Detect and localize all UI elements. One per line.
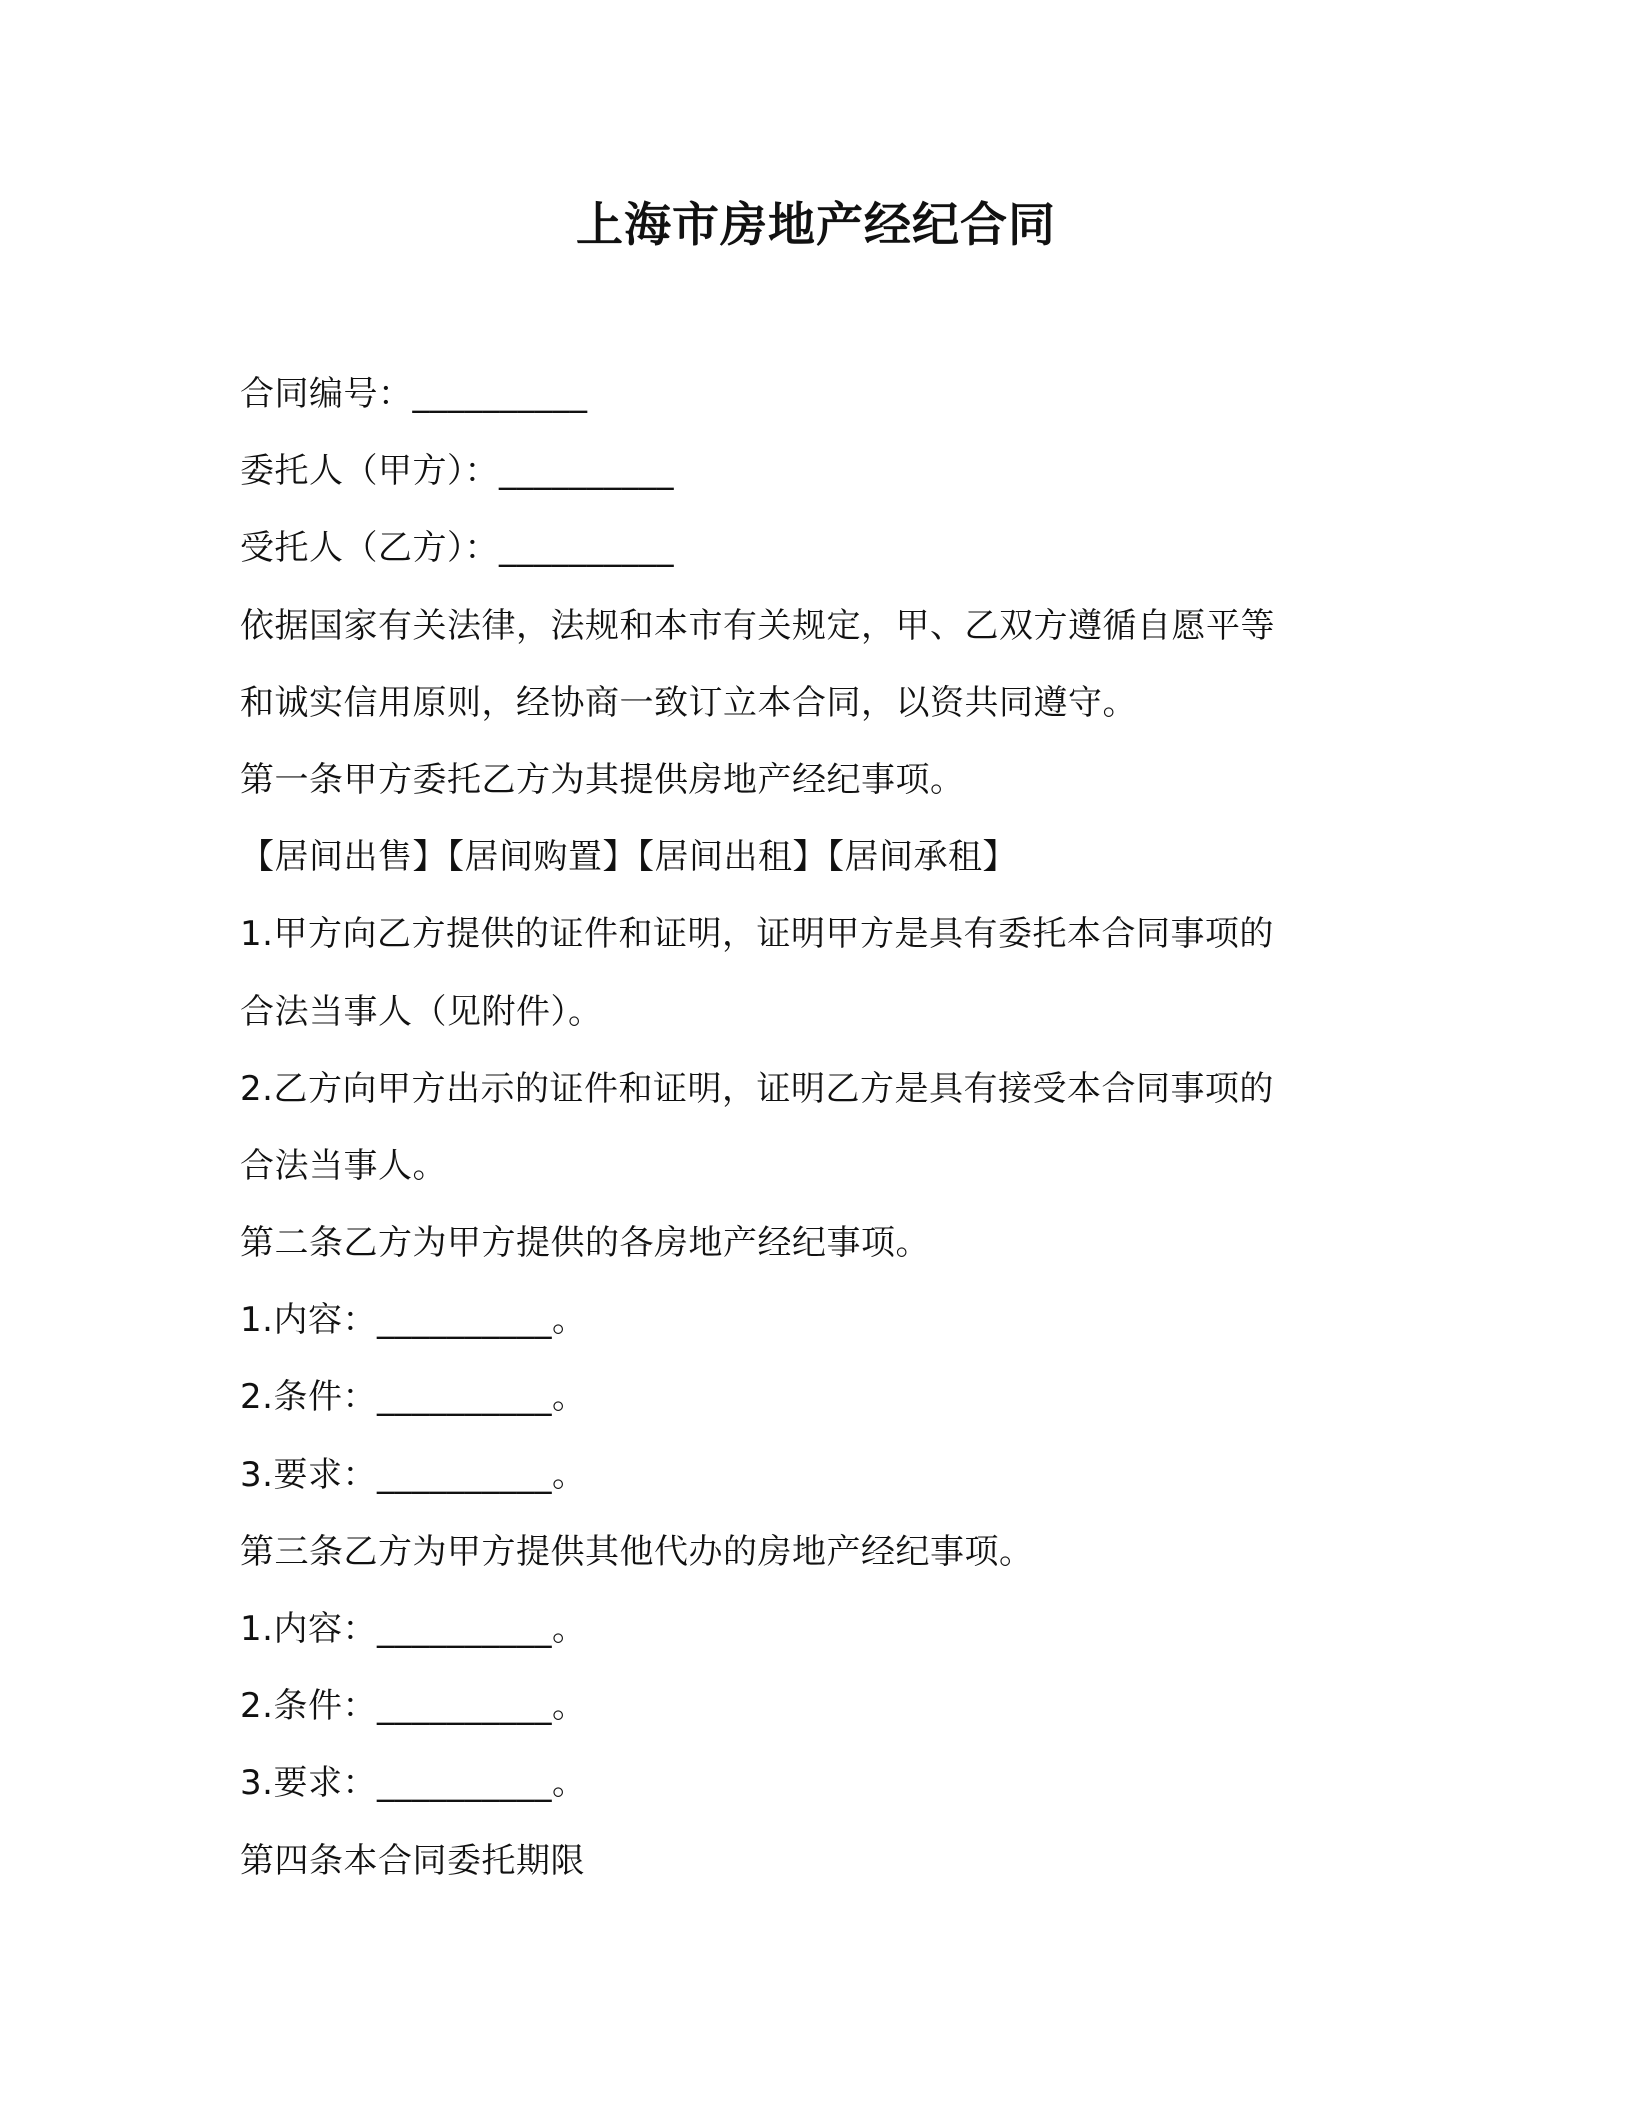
article-1-item-1-line-2: 合法当事人（见附件）。: [240, 991, 603, 1032]
article-4-heading: 第四条本合同委托期限: [240, 1840, 585, 1881]
article-3-requirements-line: 3.要求：__________。: [240, 1763, 587, 1804]
article-3-content-line: 1.内容：__________。: [240, 1609, 587, 1649]
agent-party-b-line: 受托人（乙方）：__________: [240, 528, 674, 569]
article-3-conditions-line: 2.条件：__________。: [240, 1686, 587, 1727]
article-2-requirements-line: 3.要求：__________。: [240, 1454, 587, 1495]
article-1-heading: 第一条甲方委托乙方为其提供房地产经纪事项。: [240, 759, 965, 800]
document-title: 上海市房地产经纪合同: [576, 198, 1056, 253]
document-body: [240, 356, 1400, 1900]
article-1-item-2-line-2: 合法当事人。: [240, 1145, 447, 1186]
contract-number-line: 合同编号：__________: [240, 374, 588, 414]
client-party-a-line: 委托人（甲方）：__________: [240, 451, 674, 492]
preamble-line-1: 依据国家有关法律，法规和本市有关规定，甲、乙双方遵循自愿平等: [240, 605, 1275, 646]
article-2-content-line: 1.内容：__________。: [240, 1300, 587, 1341]
article-1-options: 【居间出售】【居间购置】【居间出租】【居间承租】: [240, 837, 1017, 878]
article-3-heading: 第三条乙方为甲方提供其他代办的房地产经纪事项。: [240, 1531, 1034, 1572]
article-1-item-2-line-1: 2.乙方向甲方出示的证件和证明，证明乙方是具有接受本合同事项的: [240, 1068, 1274, 1109]
article-2-heading: 第二条乙方为甲方提供的各房地产经纪事项。: [240, 1223, 930, 1264]
preamble-line-2: 和诚实信用原则，经协商一致订立本合同，以资共同遵守。: [240, 682, 1137, 723]
article-1-item-1-line-1: 1.甲方向乙方提供的证件和证明，证明甲方是具有委托本合同事项的: [240, 914, 1274, 955]
article-2-conditions-line: 2.条件：__________。: [240, 1377, 587, 1418]
